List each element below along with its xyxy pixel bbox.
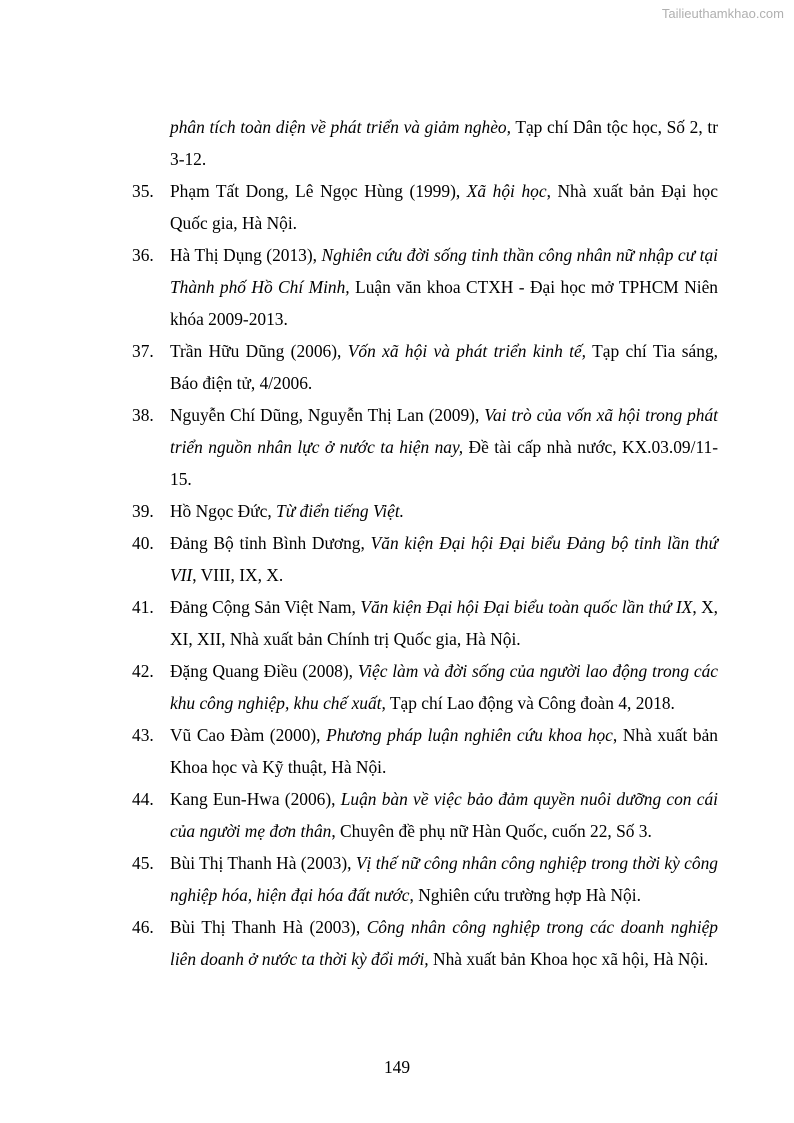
reference-title: Vị thế nữ công nhân công nghiệp trong thời kỳ công nghiệp hóa, hiện đại hóa đất nước xyxy=(170,853,718,905)
reference-text: Tạp chí Dân tộc học, Số 2, tr 3-12. xyxy=(170,117,718,169)
reference-number: 36. xyxy=(132,245,154,265)
reference-text: Hà Thị Dụng (2013), xyxy=(170,245,322,265)
reference-title: Việc làm và đời sống của người lao động trong các khu công nghiệp, khu chế xuất, xyxy=(170,661,718,713)
reference-title: phân tích toàn diện về phát triển và giảm nghèo, xyxy=(170,117,511,137)
reference-entry xyxy=(132,239,718,335)
reference-title: Xã hội học xyxy=(466,181,547,201)
reference-text: Luận văn khoa CTXH - Đại học mở TPHCM Niên khóa 2009-2013. xyxy=(170,277,719,329)
reference-text: , VIII, IX, X. xyxy=(192,565,284,585)
reference-number: 35. xyxy=(132,181,154,201)
reference-number: 45. xyxy=(132,853,154,873)
reference-text: Tạp chí Lao động và Công đoàn 4, 2018. xyxy=(385,693,675,713)
reference-number: 38. xyxy=(132,405,154,425)
reference-text: Đảng Bộ tỉnh Bình Dương, xyxy=(170,533,371,553)
reference-text: , X, XI, XII, Nhà xuất bản Chính trị Quốc gia, Hà Nội. xyxy=(170,597,718,649)
reference-entry xyxy=(132,719,718,783)
reference-text: Hồ Ngọc Đức, xyxy=(170,501,277,521)
reference-text: Phạm Tất Dong, Lê Ngọc Hùng (1999), xyxy=(170,181,467,201)
reference-entry xyxy=(132,591,718,655)
reference-title: Nghiên cứu đời sống tinh thần công nhân nữ nhập cư tại Thành phố Hồ Chí Minh, xyxy=(170,245,718,297)
reference-text: , Chuyên đề phụ nữ Hàn Quốc, cuốn 22, Số 3. xyxy=(331,821,652,841)
reference-text: , Nhà xuất bản Khoa học và Kỹ thuật, Hà Nội. xyxy=(170,725,718,777)
reference-text: , Nhà xuất bản Đại học Quốc gia, Hà Nội. xyxy=(170,181,718,233)
reference-entry xyxy=(132,175,718,239)
reference-title: Luận bàn về việc bảo đảm quyền nuôi dưỡng con cái của người mẹ đơn thân xyxy=(170,789,718,841)
reference-number: 43. xyxy=(132,725,154,745)
reference-entry xyxy=(132,111,718,175)
reference-text: Kang Eun-Hwa (2006), xyxy=(170,789,341,809)
reference-text: Bùi Thị Thanh Hà (2003), xyxy=(170,853,356,873)
reference-entry xyxy=(132,527,718,591)
reference-number: 37. xyxy=(132,341,154,361)
reference-text: Tạp chí Tia sáng, Báo điện tử, 4/2006. xyxy=(170,341,718,393)
reference-entry xyxy=(132,847,718,911)
reference-entry xyxy=(132,911,718,975)
reference-text: Đảng Cộng Sản Việt Nam, xyxy=(170,597,361,617)
reference-entry xyxy=(132,335,718,399)
reference-number: 42. xyxy=(132,661,154,681)
watermark: Tailieuthamkhao.com xyxy=(661,6,784,21)
reference-title: Phương pháp luận nghiên cứu khoa học xyxy=(326,725,613,745)
reference-title: Từ điển tiếng Việt. xyxy=(276,501,405,521)
reference-entry xyxy=(132,655,718,719)
reference-text: Đặng Quang Điều (2008), xyxy=(170,661,358,681)
reference-list xyxy=(132,111,718,975)
reference-text: , Nghiên cứu trường hợp Hà Nội. xyxy=(409,885,641,905)
reference-title: Vốn xã hội và phát triển kinh tế, xyxy=(347,341,587,361)
reference-number: 39. xyxy=(132,501,154,521)
reference-text: Vũ Cao Đàm (2000), xyxy=(170,725,327,745)
reference-number: 41. xyxy=(132,597,154,617)
reference-text: Nhà xuất bản Khoa học xã hội, Hà Nội. xyxy=(428,949,709,969)
reference-text: Trần Hữu Dũng (2006), xyxy=(170,341,348,361)
reference-title: Vai trò của vốn xã hội trong phát triển nguồn nhân lực ở nước ta hiện nay, xyxy=(170,405,718,457)
reference-entry xyxy=(132,495,718,527)
reference-text: Nguyễn Chí Dũng, Nguyễn Thị Lan (2009), xyxy=(170,405,485,425)
reference-number: 40. xyxy=(132,533,154,553)
reference-number: 44. xyxy=(132,789,154,809)
reference-title: Văn kiện Đại hội Đại biểu toàn quốc lần thứ IX xyxy=(360,597,693,617)
reference-entry xyxy=(132,783,718,847)
reference-number: 46. xyxy=(132,917,154,937)
page-number: 149 xyxy=(383,1057,411,1077)
reference-text: Đề tài cấp nhà nước, KX.03.09/11-15. xyxy=(170,437,718,489)
reference-title: Văn kiện Đại hội Đại biểu Đảng bộ tỉnh lần thứ VII xyxy=(170,533,718,585)
reference-text: Bùi Thị Thanh Hà (2003), xyxy=(170,917,367,937)
reference-entry xyxy=(132,399,718,495)
reference-title: Công nhân công nghiệp trong các doanh nghiệp liên doanh ở nước ta thời kỳ đổi mới, xyxy=(170,917,718,969)
